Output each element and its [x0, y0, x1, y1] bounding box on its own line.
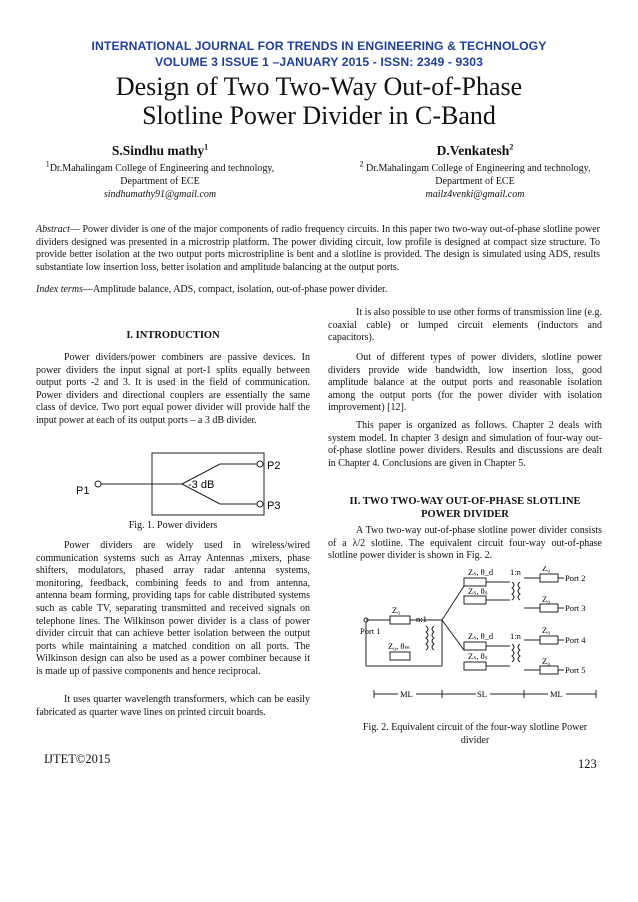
fig2-label-zs-3: Zₛ, θ_d	[468, 631, 494, 641]
fig2-label-z0m: Z₀, θₘ	[388, 641, 410, 651]
fig2-branch-up	[442, 586, 464, 620]
author-1-sup: 1	[204, 142, 209, 152]
fig1-label-db: -3 dB	[188, 479, 215, 491]
right-paragraph-1	[328, 307, 602, 345]
fig2-label-port3: Port 3	[565, 603, 586, 613]
fig1-label-p2: P2	[267, 460, 281, 472]
fig2-z0-out2	[540, 574, 558, 582]
section-1-paragraph-1	[36, 352, 310, 428]
author-1-email: sindhumathy91@gmail.com	[103, 189, 217, 200]
author-2	[338, 143, 612, 201]
fig2-label-n1: n:1	[416, 614, 427, 624]
section-1-p1-text: Power dividers/power combiners are passive devices. In power dividers the input signal at port-1 splits equally between output ports -2 and 3. It is used in the field of communication. Power dividers and directional couplers are essentially the same class of device. Two port equal power divider will provide half the input power at each of its output ports – a 3 dB divider.	[36, 352, 310, 426]
abstract-label: Abstract	[36, 224, 70, 235]
fig2-label-port4: Port 4	[565, 635, 586, 645]
author-1-name: S.Sindhu mathy	[111, 143, 205, 158]
fig2-transformer-upper-p	[512, 582, 514, 600]
paper-title-line1: Design of Two Two-Way Out-of-Phase	[115, 72, 523, 101]
fig2-caption-line2: divider	[460, 735, 490, 746]
fig2-transformer-primary	[426, 626, 428, 650]
footer-page-number: 123	[578, 757, 597, 771]
fig2-caption-line1: Fig. 2. Equivalent circuit of the four-way slotline Power	[362, 722, 588, 733]
author-1-aff-sup: 1	[45, 159, 50, 169]
fig2-label-z0-out3: Z₀	[542, 594, 551, 604]
fig2-label-ml-right: ML	[550, 689, 563, 699]
fig2-z0-out4	[540, 636, 558, 644]
fig2-label-z0-left: Z₀	[392, 605, 401, 615]
fig2-zs-box-1	[464, 578, 486, 586]
right-p3-text: This paper is organized as follows. Chapter 2 deals with system model. In chapter 3 design and simulation of four-way out-of-phase slotline power dividers. Results and discussions are dealt in Chapter 4. Conclusions are given in Chapter 5.	[328, 420, 602, 469]
section-2-heading-line1: II. TWO TWO-WAY OUT-OF-PHASE SLOTLINE	[349, 496, 581, 507]
fig2-label-port1: Port 1	[360, 626, 381, 636]
fig2-label-sl: SL	[477, 689, 487, 699]
fig1-label-p1: P1	[76, 485, 90, 497]
index-terms-text: —Amplitude balance, ADS, compact, isolation, out-of-phase power divider.	[82, 284, 388, 295]
fig2-zs-box-4	[464, 662, 486, 670]
journal-header-line1: INTERNATIONAL JOURNAL FOR TRENDS IN ENGINEERING & TECHNOLOGY	[91, 39, 547, 53]
fig1-label-p3: P3	[267, 500, 281, 512]
fig2-label-port2: Port 2	[565, 573, 586, 583]
fig2-zs-box-2	[464, 596, 486, 604]
paper-title-line2: Slotline Power Divider in C-Band	[142, 101, 496, 130]
section-1-paragraph-2	[36, 540, 310, 679]
abstract	[36, 224, 600, 274]
section-1-p3-text: It uses quarter wavelength transformers, which can be easily fabricated as quarter wave lines on printed circuit boards.	[36, 694, 310, 718]
right-p1-text: It is also possible to use other forms of transmission line (e.g. coaxial cable) or lumped circuit elements (inductors and capacitors).	[328, 307, 602, 344]
section-2-heading-line2: POWER DIVIDER	[421, 509, 509, 520]
fig2-zs-box-3	[464, 642, 486, 650]
fig2-label-1n-upper: 1:n	[510, 567, 521, 577]
fig1-p2-terminal	[257, 461, 263, 467]
author-2-dept: Department of ECE	[435, 176, 515, 187]
author-2-name: D.Venkatesh	[436, 143, 510, 158]
author-1-dept: Department of ECE	[120, 176, 200, 187]
section-2-paragraph-1	[328, 525, 602, 563]
fig2-z0-left-box	[390, 616, 410, 624]
right-paragraph-2	[328, 352, 602, 415]
fig2-label-port5: Port 5	[565, 665, 586, 675]
fig2-z0-out5	[540, 666, 558, 674]
index-terms	[36, 284, 600, 297]
fig2-transformer-secondary	[432, 626, 434, 650]
author-2-sup: 2	[509, 142, 514, 152]
index-terms-label: Index terms	[36, 284, 83, 295]
fig2-branch-down	[442, 620, 464, 650]
right-p2-text: Out of different types of power dividers, slotline power dividers provide wide bandwidth, low insertion loss, good amplitude balance at the output ports and reasonable isolation among the output ports (for the power divider with isolation improvement) [12].	[328, 352, 602, 414]
right-paragraph-3	[328, 420, 602, 470]
section-1-p2-text: Power dividers are widely used in wireless/wired communication systems such as Array Antennas ,mixers, phase shifters, modulators, phased array radar antenna systems, monitoring, feedback, combining feeds to and from antenna, antenna beam forming, providing taps for cable distributed systems such as cable TV, separating transmitted and received signals on telephone lines. The Wilkinson power divider is a class of power divider circuit that can achieve better isolation between the output ports while maintaining a matched condition on all ports. The Wilkinson design can also be used as a power combiner because it is made up of passive components and hence reciprocal.	[36, 540, 310, 677]
author-2-aff-sup: 2	[359, 159, 364, 169]
fig2-label-zs-4: Zₛ, θₛ	[468, 651, 488, 661]
fig2-label-zs-1: Zₛ, θ_d	[468, 567, 494, 577]
fig1-p3-terminal	[257, 501, 263, 507]
section-1-paragraph-3	[36, 694, 310, 719]
section-1-heading: I. INTRODUCTION	[126, 330, 220, 341]
fig1-p1-terminal	[95, 481, 101, 487]
fig2-label-ml-left: ML	[400, 689, 413, 699]
abstract-text: — Power divider is one of the major components of radio frequency circuits. In this paper two two-way out-of-phase slotline power dividers designed was presented in a microstrip platform. The power dividing circuit, low profile is designed at compact size structure. To provide better isolation at the two output ports microstripline is bent and a slotline is provided. The design is simulated using ADS, results substantiate low insertion loss, better isolation and amplitude balancing at the output ports.	[36, 224, 600, 273]
section-2-p1-text: A Two two-way out-of-phase slotline power divider consists of a λ/2 slotline. The equivalent circuit four-way out-of-phase slotline power divider is shown in Fig. 2.	[328, 525, 602, 562]
fig2-label-z0-out2: Z₀	[542, 566, 551, 573]
fig2-equivalent-circuit	[360, 566, 600, 710]
fig2-label-z0-out4: Z₀	[542, 625, 551, 635]
fig2-label-z0-out5: Z₀	[542, 656, 551, 666]
fig2-z0-out3	[540, 604, 558, 612]
author-2-email: mailz4venki@gmail.com	[425, 189, 525, 200]
fig2-transformer-upper-s	[518, 582, 520, 600]
fig2-label-zs-2: Zₛ, θₛ	[468, 586, 488, 596]
fig2-transformer-lower-p	[512, 644, 514, 662]
author-1	[30, 143, 290, 201]
journal-header-line2: VOLUME 3 ISSUE 1 –JANUARY 2015 - ISSN: 2349 - 9303	[154, 55, 484, 69]
author-2-affiliation: Dr.Mahalingam College of Engineering and technology,	[365, 163, 591, 174]
fig2-z0m-box	[390, 652, 410, 660]
author-1-affiliation: Dr.Mahalingam College of Engineering and technology,	[49, 163, 275, 174]
fig1-caption: Fig. 1. Power dividers	[128, 520, 218, 531]
fig2-transformer-lower-s	[518, 644, 520, 662]
fig1-power-divider-diagram	[70, 450, 300, 518]
fig2-label-1n-lower: 1:n	[510, 631, 521, 641]
footer-copyright: IJTET©2015	[44, 752, 111, 766]
